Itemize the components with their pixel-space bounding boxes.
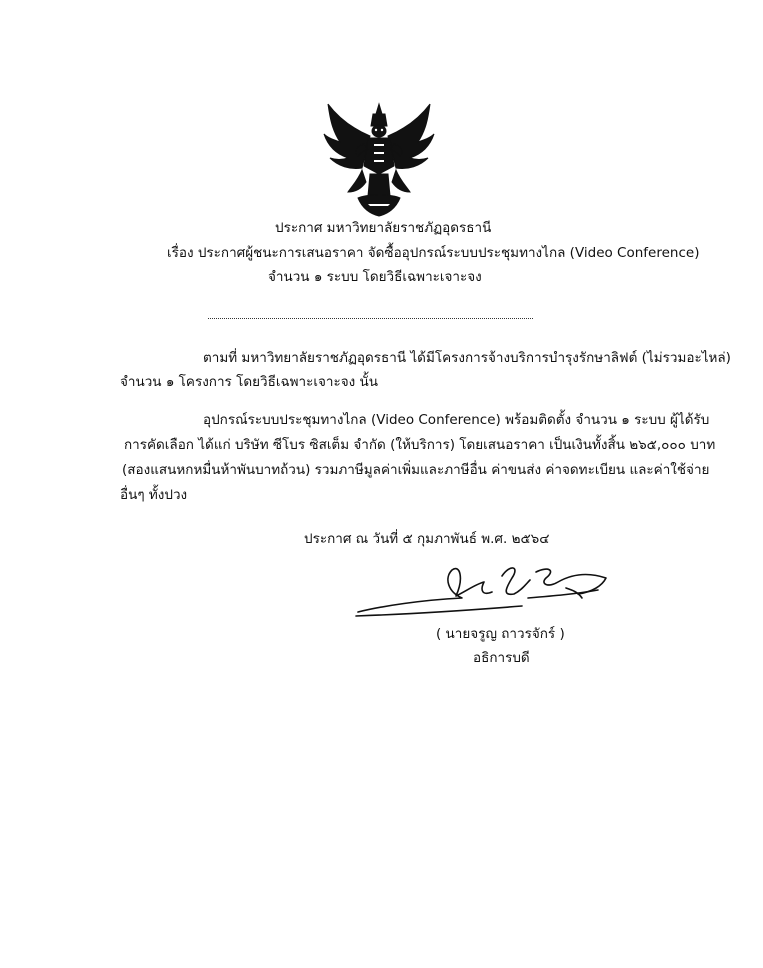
garuda-emblem-icon — [318, 100, 440, 218]
paragraph2-line2: การคัดเลือก ได้แก่ บริษัท ซีโบร ซิสเต็ม จำกัด (ให้บริการ) โดยเสนอราคา เป็นเงินทั้งสิ้น ๒๖๕,๐๐๐ บาท — [124, 437, 716, 453]
handwritten-signature — [352, 556, 614, 626]
dotted-divider — [208, 308, 533, 319]
paragraph2-line1: อุปกรณ์ระบบประชุมทางไกล (Video Conference) พร้อมติดตั้ง จำนวน ๑ ระบบ ผู้ได้รับ — [203, 412, 710, 428]
paragraph2-line3: (สองแสนหกหมื่นห้าพันบาทถ้วน) รวมภาษีมูลค่าเพิ่มและภาษีอื่น ค่าขนส่ง ค่าจดทะเบียน และค่าใช้จ่าย — [122, 462, 710, 478]
announcement-date: ประกาศ ณ วันที่ ๕ กุมภาพันธ์ พ.ศ. ๒๕๖๔ — [304, 531, 550, 547]
paragraph1-line1: ตามที่ มหาวิทยาลัยราชภัฏอุดรธานี ได้มีโครงการจ้างบริการบำรุงรักษาลิฟต์ (ไม่รวมอะไหล่) — [203, 350, 731, 366]
paragraph2-line4: อื่นๆ ทั้งปวง — [120, 487, 188, 503]
paragraph1-line2: จำนวน ๑ โครงการ โดยวิธีเฉพาะเจาะจง นั้น — [120, 374, 378, 390]
announcement-quantity: จำนวน ๑ ระบบ โดยวิธีเฉพาะเจาะจง — [268, 269, 482, 285]
announcement-title: ประกาศ มหาวิทยาลัยราชภัฏอุดรธานี — [275, 220, 492, 236]
signer-name: ( นายจรูญ ถาวรจักร์ ) — [436, 626, 565, 642]
signer-title: อธิการบดี — [473, 650, 530, 666]
announcement-subject: เรื่อง ประกาศผู้ชนะการเสนอราคา จัดซื้ออุปกรณ์ระบบประชุมทางไกล (Video Conference) — [167, 245, 700, 261]
